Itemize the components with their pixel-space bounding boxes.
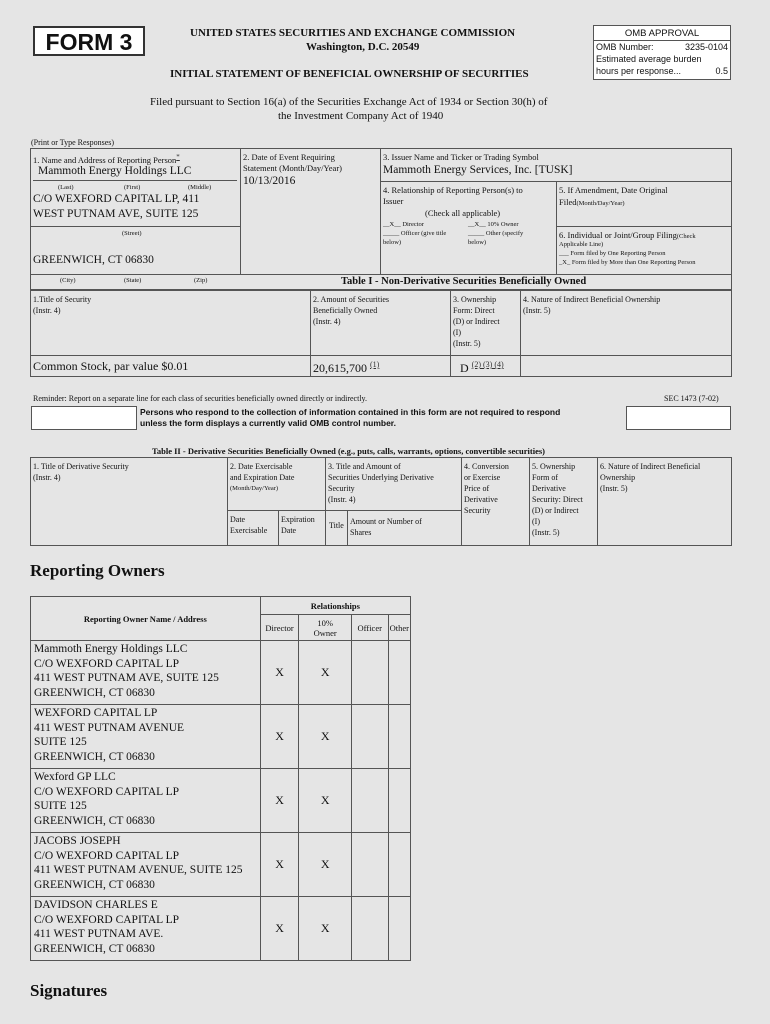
owner-address-line: GREENWICH, CT 06830 <box>34 814 155 827</box>
persons-notice-line2: unless the form displays a currently valid OMB control number. <box>140 418 397 428</box>
owner-row <box>31 705 411 769</box>
col-header-line: (I) <box>532 517 540 526</box>
col-header-line: (Month/Day/Year) <box>230 485 279 492</box>
first-label: (First) <box>124 184 141 191</box>
box5-label2 <box>559 197 625 207</box>
owner-name-address <box>31 769 261 833</box>
ten-pct-owner-header <box>299 615 351 641</box>
grid-line <box>227 510 461 511</box>
owner-other-cell <box>388 769 410 833</box>
check-all-applicable: (Check all applicable) <box>425 208 501 218</box>
box5-filed-date-format: (Month/Day/Year) <box>576 200 625 207</box>
col-header-line: Expiration <box>281 515 315 524</box>
table2-col3-header <box>328 461 434 505</box>
form-title: INITIAL STATEMENT OF BENEFICIAL OWNERSHIP OF SECURITIES <box>170 68 529 80</box>
footnote-links-2-3-4[interactable]: (2) (3) (4) <box>471 360 504 369</box>
ten-pct-owner-checkbox[interactable]: __X__ 10% Owner <box>468 221 519 228</box>
grid-line <box>347 510 348 546</box>
owner-address-line: GREENWICH, CT 06830 <box>34 878 155 891</box>
owner-officer-cell <box>351 641 388 705</box>
owner-director-cell: X <box>260 769 299 833</box>
table1-title: Table I - Non-Derivative Securities Beneficially Owned <box>341 276 587 287</box>
notice-right-box <box>626 406 731 430</box>
filing-option-one[interactable]: ___ Form filed by One Reporting Person <box>559 250 666 257</box>
owner-line: Owner <box>313 627 337 638</box>
col-header-line: Security <box>464 506 491 515</box>
grid-line <box>450 290 451 377</box>
owner-address-line: Wexford GP LLC <box>34 771 116 783</box>
grid-line <box>30 355 732 356</box>
table1-col3-header <box>453 294 500 349</box>
ten-pct-line: 10% <box>317 617 333 628</box>
owners-body <box>31 641 411 961</box>
notice-left-box <box>31 406 137 430</box>
grid-line <box>380 148 381 275</box>
owner-other-cell <box>388 705 410 769</box>
col-header-line: and Expiration Date <box>230 473 295 482</box>
agency-location: Washington, D.C. 20549 <box>306 41 420 53</box>
grid-line <box>30 274 732 275</box>
table2-col3a-header: Title <box>329 521 344 530</box>
owner-officer-cell <box>351 769 388 833</box>
owner-officer-cell <box>351 833 388 897</box>
table2-col2a-header <box>230 514 267 536</box>
director-checkbox[interactable]: __X__ Director <box>383 221 424 228</box>
owner-address-line: JACOBS JOSEPH <box>34 835 121 847</box>
grid-line <box>556 181 557 275</box>
owner-address-line: DAVIDSON CHARLES E <box>34 899 158 911</box>
col-header-line: Exercisable <box>230 526 268 535</box>
col-header-line: (Instr. 4) <box>328 495 356 504</box>
filed-pursuant-line2: the Investment Company Act of 1940 <box>278 110 444 122</box>
omb-approval-box <box>593 25 731 80</box>
owner-row <box>31 833 411 897</box>
owner-ten-pct-cell: X <box>299 769 351 833</box>
state-label: (State) <box>124 277 142 284</box>
omb-title: OMB APPROVAL <box>624 28 700 39</box>
street-label: (Street) <box>122 230 142 237</box>
owner-address-line: SUITE 125 <box>34 736 87 748</box>
form-label-box <box>33 26 145 56</box>
col-header-line: (I) <box>453 328 461 337</box>
grid-line <box>240 148 241 275</box>
table2-col2b-header <box>281 514 315 536</box>
sec-code: SEC 1473 (7-02) <box>664 394 719 403</box>
table2-col2-header <box>230 461 294 494</box>
owner-director-cell: X <box>260 641 299 705</box>
grid-line <box>30 226 240 227</box>
table2-title: Table II - Derivative Securities Beneficially Owned (e.g., puts, calls, warrants, options, convertible securities) <box>152 446 546 456</box>
grid-line <box>325 457 326 546</box>
col-header-line: 4. Conversion <box>464 462 509 471</box>
owner-other-cell <box>388 897 410 961</box>
owner-officer-cell <box>351 897 388 961</box>
owner-ten-pct-cell: X <box>299 705 351 769</box>
col-header-line: 6. Nature of Indirect Beneficial <box>600 462 701 471</box>
col-header-line: Security <box>328 484 355 493</box>
col-header-line: (Instr. 5) <box>523 306 551 315</box>
omb-divider <box>594 40 730 41</box>
zip-label: (Zip) <box>194 277 208 284</box>
reporting-owners-heading: Reporting Owners <box>30 561 165 580</box>
table2-col5-header <box>532 461 583 538</box>
issuer-name: Mammoth Energy Services, Inc. [TUSK] <box>383 164 573 176</box>
col-header-line: Price of <box>464 484 490 493</box>
other-checkbox-below: below) <box>468 239 487 246</box>
omb-number-label: OMB Number: <box>596 42 654 52</box>
print-type-note: (Print or Type Responses) <box>31 138 115 147</box>
grid-line <box>461 457 462 546</box>
grid-line <box>556 226 732 227</box>
owner-address-line: WEXFORD CAPITAL LP <box>34 707 158 719</box>
col-header-line: or Exercise <box>464 473 501 482</box>
table2-col4-header <box>464 461 509 516</box>
table2-col6-header <box>600 461 700 494</box>
col-header-line: Derivative <box>532 484 566 493</box>
box5-label: 5. If Amendment, Date Original <box>559 185 668 195</box>
col-header-line: Form: Direct <box>453 306 495 315</box>
director-header: Director <box>260 615 299 641</box>
box5-filed: Filed <box>559 197 577 207</box>
name-underline <box>33 180 237 181</box>
owner-address-line: C/O WEXFORD CAPITAL LP <box>34 913 180 926</box>
owner-address-line: 411 WEST PUTNAM AVE. <box>34 928 164 940</box>
city-state-zip: GREENWICH, CT 06830 <box>33 254 154 266</box>
owner-address-line: GREENWICH, CT 06830 <box>34 942 155 955</box>
persons-notice-line1: Persons who respond to the collection of information contained in this form are not required to respond <box>140 407 561 417</box>
owner-name-header: Reporting Owner Name / Address <box>31 597 261 641</box>
table1-col2-header <box>313 294 389 327</box>
col-header-line: (Instr. 4) <box>313 317 341 326</box>
box2-label-line1: 2. Date of Event Requiring <box>243 152 335 162</box>
street-line1: C/O WEXFORD CAPITAL LP, 411 <box>33 193 200 205</box>
col-header-line: Ownership <box>600 473 636 482</box>
last-label: (Last) <box>58 184 74 191</box>
box1-label <box>33 153 180 165</box>
form-label: FORM 3 <box>45 29 133 55</box>
owner-other-cell <box>388 641 410 705</box>
city-label: (City) <box>60 277 76 284</box>
officer-header: Officer <box>351 615 388 641</box>
reminder-text: Reminder: Report on a separate line for each class of securities beneficially owned directly or indirectly. <box>33 394 368 403</box>
col-header-line: Shares <box>350 528 372 537</box>
box6-line2: Applicable Line) <box>559 241 604 248</box>
col-header-line: (Instr. 4) <box>33 473 61 482</box>
col-header-line: (Instr. 5) <box>532 528 560 537</box>
owner-address-line: 411 WEST PUTNAM AVENUE <box>34 721 185 734</box>
owner-address-line: Mammoth Energy Holdings LLC <box>34 643 188 655</box>
box3-label: 3. Issuer Name and Ticker or Trading Symbol <box>383 152 539 162</box>
box2-label-line2: Statement (Month/Day/Year) <box>243 163 342 173</box>
owner-name-address <box>31 897 261 961</box>
owner-director-cell: X <box>260 705 299 769</box>
owner-address-line: SUITE 125 <box>34 800 87 812</box>
col-header-line: (D) or Indirect <box>532 506 579 515</box>
owner-row <box>31 641 411 705</box>
col-header-line: 5. Ownership <box>532 462 576 471</box>
owner-name-address <box>31 833 261 897</box>
box6-label <box>559 230 696 240</box>
owner-name-address <box>31 641 261 705</box>
table1-col1-header <box>33 294 91 316</box>
box4-label-line2: Issuer <box>383 196 404 206</box>
security-amount <box>313 360 379 376</box>
reporting-person-name: Mammoth Energy Holdings LLC <box>38 165 192 177</box>
col-header-line: 3. Title and Amount of <box>328 462 401 471</box>
owner-row <box>31 769 411 833</box>
col-header-line: 4. Nature of Indirect Beneficial Ownership <box>523 295 661 304</box>
col-header-line: Securities Underlying Derivative <box>328 473 434 482</box>
owner-address-line: 411 WEST PUTNAM AVE, SUITE 125 <box>34 672 219 684</box>
agency-name: UNITED STATES SECURITIES AND EXCHANGE COMMISSION <box>190 27 516 39</box>
owner-address-line: 411 WEST PUTNAM AVENUE, SUITE 125 <box>34 864 243 876</box>
col-header-line: 1.Title of Security <box>33 295 92 304</box>
owner-officer-cell <box>351 705 388 769</box>
box4-label-line1: 4. Relationship of Reporting Person(s) to <box>383 185 523 195</box>
filed-pursuant-line1: Filed pursuant to Section 16(a) of the Securities Exchange Act of 1934 or Section 30(h) of <box>150 96 548 108</box>
col-header-line: 2. Amount of Securities <box>313 295 389 304</box>
event-date: 10/13/2016 <box>243 175 296 187</box>
omb-burden-line1: Estimated average burden <box>596 54 702 64</box>
street-line2: WEST PUTNAM AVE, SUITE 125 <box>33 208 199 220</box>
owner-row <box>31 897 411 961</box>
box1-label-mark[interactable]: * <box>176 153 180 161</box>
col-header-line: Form of <box>532 473 558 482</box>
officer-checkbox-below: below) <box>383 239 402 246</box>
col-header-line: (Instr. 4) <box>33 306 61 315</box>
owner-address-line: C/O WEXFORD CAPITAL LP <box>34 849 180 862</box>
table1-col4-header <box>523 294 660 316</box>
box6-check: (Check <box>676 233 696 240</box>
col-header-line: Security: Direct <box>532 495 583 504</box>
col-header-line: Date <box>230 515 246 524</box>
col-header-line: 1. Title of Derivative Security <box>33 462 129 471</box>
other-checkbox[interactable]: _____ Other (specify <box>468 230 524 237</box>
owner-address-line: C/O WEXFORD CAPITAL LP <box>34 657 180 670</box>
security-title: Common Stock, par value $0.01 <box>33 359 189 373</box>
box6-label-text: 6. Individual or Joint/Group Filing <box>559 230 677 240</box>
owner-other-cell <box>388 833 410 897</box>
owner-ten-pct-cell: X <box>299 897 351 961</box>
table2-col3b-header <box>350 516 422 538</box>
owner-director-cell: X <box>260 897 299 961</box>
owner-address-line: GREENWICH, CT 06830 <box>34 750 155 763</box>
owner-ten-pct-cell: X <box>299 641 351 705</box>
middle-label: (Middle) <box>188 184 212 191</box>
owner-address-line: C/O WEXFORD CAPITAL LP <box>34 785 180 798</box>
amount-value: 20,615,700 <box>313 361 367 375</box>
signatures-heading: Signatures <box>30 981 108 1000</box>
owner-name-address <box>31 705 261 769</box>
omb-number-value: 3235-0104 <box>684 42 728 52</box>
col-header-line: (Instr. 5) <box>600 484 628 493</box>
footnote-link-1[interactable]: (1) <box>370 360 380 369</box>
grid-line <box>597 457 598 546</box>
col-header-line: (Instr. 5) <box>453 339 481 348</box>
owner-director-cell: X <box>260 833 299 897</box>
form-value: D <box>460 361 469 375</box>
omb-burden-value: 0.5 <box>715 66 728 76</box>
col-header-line: 2. Date Exercisable <box>230 462 293 471</box>
box1-label-text: 1. Name and Address of Reporting Person <box>33 154 177 165</box>
grid-line <box>529 457 530 546</box>
grid-line <box>227 457 228 546</box>
grid-line <box>380 181 732 182</box>
officer-checkbox[interactable]: _____ Officer (give title <box>383 230 447 237</box>
ownership-form <box>460 360 504 376</box>
reporting-owners-table <box>30 596 411 961</box>
grid-line <box>278 510 279 546</box>
grid-line <box>520 290 521 377</box>
col-header-line: 3. Ownership <box>453 295 497 304</box>
col-header-line: Amount or Number of <box>350 517 422 526</box>
omb-burden-line2: hours per response... <box>596 66 682 76</box>
col-header-line: (D) or Indirect <box>453 317 500 326</box>
other-header: Other <box>388 615 410 641</box>
relationships-header: Relationships <box>260 597 410 615</box>
col-header-line: Date <box>281 526 297 535</box>
grid-line <box>310 290 311 377</box>
col-header-line: Beneficially Owned <box>313 306 378 315</box>
owner-ten-pct-cell: X <box>299 833 351 897</box>
col-header-line: Derivative <box>464 495 498 504</box>
table2-col1-header <box>33 461 129 483</box>
filing-option-more[interactable]: _X_ Form filed by More than One Reporting Person <box>559 259 696 266</box>
owner-address-line: GREENWICH, CT 06830 <box>34 686 155 699</box>
